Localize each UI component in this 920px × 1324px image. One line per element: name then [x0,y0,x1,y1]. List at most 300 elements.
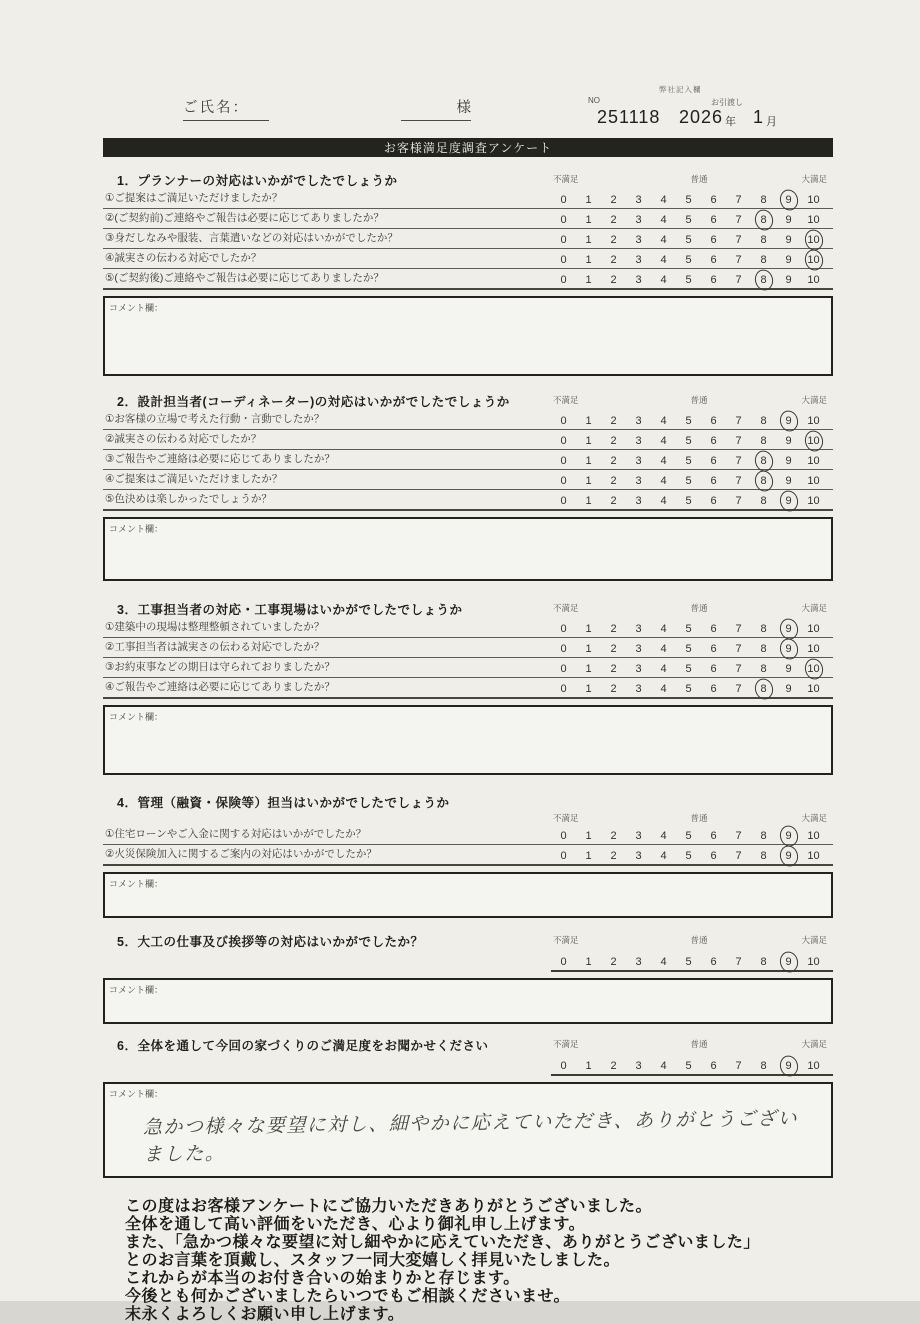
scale-value-5: 5 [685,415,692,427]
question-row [103,658,833,678]
scale-value-5: 5 [685,455,692,467]
thank-you-message [125,1198,833,1324]
handover-month-value: 1 [753,107,764,127]
scale-value-0: 0 [560,1060,567,1072]
scale-value-10-circled: 10 [801,435,826,449]
scale-high-label: 大満足 [801,935,827,945]
scale-high-label: 大満足 [801,813,827,823]
scale-value-1: 1 [585,415,592,427]
scale-value-5: 5 [685,956,692,968]
footer-line: この度はお客様アンケートにご協力いただきありがとうございました。 [125,1198,653,1215]
comment-box-section-2 [103,517,833,581]
scale-value-4: 4 [660,254,667,266]
scale-high-label: 大満足 [801,395,827,405]
rating-scale [551,643,833,657]
scale-value-3: 3 [635,850,642,862]
footer-line: これからが本当のお付き合いの始まりかと存じます。 [125,1270,520,1287]
scale-value-1: 1 [585,683,592,695]
comment-box-section-4 [103,872,833,918]
comment-box-label: コメント欄： [109,712,164,722]
handwritten-comment: 急かつ様々な要望に対し、細やかに応えていただき、ありがとうございました。 [142,1108,799,1166]
scale-value-7: 7 [735,214,742,226]
scale-value-7: 7 [735,495,742,507]
scale-value-9: 9 [785,234,792,246]
scale-value-2: 2 [610,830,617,842]
question-row [103,410,833,430]
section-4-title: 4．管理（融資・保険等）担当はいかがでしたでしょうか [117,796,450,810]
footer-line: とのお言葉を頂戴し、スタッフ一同大変嬉しく拝見いたしました。 [125,1252,621,1269]
scale-value-5: 5 [685,435,692,447]
scale-value-7: 7 [735,643,742,655]
scale-value-6: 6 [710,194,717,206]
scale-value-5: 5 [685,830,692,842]
scale-value-10-circled: 10 [801,663,826,677]
footer-line: 全体を通して高い評価をいただき、心より御礼申し上げます。 [125,1216,586,1233]
scale-value-6: 6 [710,435,717,447]
scale-value-1: 1 [585,455,592,467]
scale-value-8-circled: 8 [751,683,776,697]
scale-value-1: 1 [585,254,592,266]
scale-value-3: 3 [635,214,642,226]
scale-value-10: 10 [807,274,820,286]
scale-value-4: 4 [660,194,667,206]
scale-mid-label: 普通 [690,603,708,613]
section-3-title: 3．工事担当者の対応・工事現場はいかがでしたでしょうか [117,603,463,617]
scale-value-2: 2 [610,683,617,695]
question-label: ②(ご契約前)ご連絡やご報告は必要に応じてありましたか？ [105,212,384,224]
question-row [103,825,833,845]
scale-value-9-circled: 9 [776,830,801,844]
scale-value-1: 1 [585,850,592,862]
scale-value-9: 9 [785,435,792,447]
scale-value-2: 2 [610,274,617,286]
form-header [103,85,833,130]
scale-value-5: 5 [685,663,692,675]
question-label: ③ご報告やご連絡は必要に応じてありましたか？ [105,453,335,465]
rating-scale [551,1054,833,1076]
rating-scale [551,234,833,248]
handover-label: お引渡し [711,98,743,107]
scale-value-9-circled: 9 [776,194,801,208]
scale-value-8-circled: 8 [751,455,776,469]
question-label: ①お客様の立場で考えた行動・言動でしたか？ [105,413,325,425]
scale-value-2: 2 [610,850,617,862]
survey-content [103,85,833,1324]
scale-value-7: 7 [735,623,742,635]
scale-value-9-circled: 9 [776,850,801,864]
scale-value-10: 10 [807,194,820,206]
scale-value-2: 2 [610,623,617,635]
scale-low-label: 不満足 [553,603,579,613]
scale-value-1: 1 [585,214,592,226]
scale-value-0: 0 [560,274,567,286]
rating-scale [551,850,833,864]
scale-value-4: 4 [660,475,667,487]
section-1-header [103,166,833,189]
scale-value-4: 4 [660,234,667,246]
rating-scale [551,254,833,268]
scale-value-9: 9 [785,455,792,467]
scale-value-1: 1 [585,495,592,507]
survey-title-bar: お客様満足度調査アンケート [103,138,833,157]
scale-value-5: 5 [685,234,692,246]
scale-value-10: 10 [807,495,820,507]
scale-legend [551,934,833,946]
scale-value-8: 8 [760,830,767,842]
scale-value-1: 1 [585,643,592,655]
scale-value-8: 8 [760,254,767,266]
scale-value-3: 3 [635,435,642,447]
scale-value-9: 9 [785,214,792,226]
scale-value-0: 0 [560,435,567,447]
honorific-sama-label: 様 [401,96,471,121]
scale-value-8-circled: 8 [751,214,776,228]
scale-value-4: 4 [660,850,667,862]
scale-value-6: 6 [710,623,717,635]
scale-mid-label: 普通 [690,935,708,945]
scale-value-9: 9 [785,475,792,487]
scale-value-2: 2 [610,415,617,427]
scale-value-9: 9 [785,683,792,695]
scale-value-10: 10 [807,643,820,655]
comment-box-section-5 [103,978,833,1024]
scale-value-0: 0 [560,663,567,675]
scale-value-5: 5 [685,850,692,862]
scale-value-2: 2 [610,435,617,447]
scale-value-2: 2 [610,475,617,487]
scale-value-3: 3 [635,623,642,635]
scale-value-10: 10 [807,830,820,842]
scale-high-label: 大満足 [801,174,827,184]
scale-value-0: 0 [560,194,567,206]
section-5-title: 5．大工の仕事及び挨拶等の対応はいかがでしたか？ [117,935,424,949]
comment-box-label: コメント欄： [109,879,164,889]
comment-box-label: コメント欄： [109,524,164,534]
company-fill-in-note: 弊社記入欄 [659,85,702,94]
scale-value-7: 7 [735,234,742,246]
scale-legend [551,173,833,185]
year-suffix: 年 [725,116,736,128]
footer-line: 今後とも何かございましたらいつでもご相談くださいませ。 [125,1288,571,1305]
scale-value-7: 7 [735,194,742,206]
question-label: ④ご報告やご連絡は必要に応じてありましたか？ [105,681,335,693]
scale-value-0: 0 [560,214,567,226]
scale-value-6: 6 [710,495,717,507]
scale-value-7: 7 [735,956,742,968]
scale-value-8: 8 [760,663,767,675]
question-label: ②工事担当者は誠実さの伝わる対応でしたか？ [105,641,325,653]
scale-value-7: 7 [735,1060,742,1072]
question-label: ①ご提案はご満足いただけましたか？ [105,192,283,204]
scale-value-3: 3 [635,683,642,695]
scale-value-8: 8 [760,850,767,862]
scale-value-6: 6 [710,455,717,467]
scale-value-6: 6 [710,475,717,487]
question-row [103,638,833,658]
scale-value-10: 10 [807,415,820,427]
scale-value-9: 9 [785,254,792,266]
scale-value-10: 10 [807,1060,820,1072]
question-label: ①住宅ローンやご入金に関する対応はいかがでしたか？ [105,828,367,840]
question-label: ⑤(ご契約後)ご連絡やご報告は必要に応じてありましたか？ [105,272,384,284]
scale-value-10: 10 [807,683,820,695]
scale-value-3: 3 [635,194,642,206]
scale-value-8: 8 [760,435,767,447]
question-row [103,450,833,470]
scale-value-5: 5 [685,254,692,266]
section-4-scale-header-row [103,811,833,825]
scale-value-9: 9 [785,663,792,675]
scale-value-3: 3 [635,663,642,675]
comment-box-label: コメント欄： [109,303,164,313]
scale-legend [551,812,833,824]
scale-value-4: 4 [660,956,667,968]
scale-value-8: 8 [760,194,767,206]
scale-value-5: 5 [685,214,692,226]
scale-mid-label: 普通 [690,813,708,823]
scale-value-8: 8 [760,234,767,246]
scale-value-0: 0 [560,643,567,655]
scale-value-4: 4 [660,623,667,635]
scale-value-1: 1 [585,663,592,675]
scale-value-4: 4 [660,830,667,842]
scale-value-7: 7 [735,850,742,862]
scale-value-8: 8 [760,495,767,507]
scale-value-8-circled: 8 [751,475,776,489]
scale-value-4: 4 [660,455,667,467]
rating-scale [551,663,833,677]
scale-value-5: 5 [685,495,692,507]
month-suffix: 月 [766,116,777,128]
scale-value-4: 4 [660,683,667,695]
scale-value-6: 6 [710,415,717,427]
footer-line: 末永くよろしくお願い申し上げます。 [125,1306,405,1323]
scale-value-7: 7 [735,830,742,842]
question-label: ④ご提案はご満足いただけましたか？ [105,473,283,485]
scale-value-8: 8 [760,956,767,968]
scale-value-3: 3 [635,455,642,467]
scale-value-4: 4 [660,415,667,427]
question-row [103,470,833,490]
scale-value-7: 7 [735,415,742,427]
comment-box-section-3 [103,705,833,775]
scale-value-7: 7 [735,475,742,487]
scale-value-1: 1 [585,623,592,635]
scale-value-5: 5 [685,683,692,695]
scale-value-2: 2 [610,1060,617,1072]
scale-value-3: 3 [635,475,642,487]
rating-scale [551,435,833,449]
question-row [103,229,833,249]
section-5-overall-rating [103,950,833,972]
scale-value-3: 3 [635,234,642,246]
rating-scale [551,623,833,637]
scale-value-5: 5 [685,1060,692,1072]
comment-box-label: コメント欄： [109,1089,164,1099]
scale-value-2: 2 [610,495,617,507]
scale-value-3: 3 [635,254,642,266]
scale-value-0: 0 [560,830,567,842]
scale-value-8: 8 [760,623,767,635]
scale-value-2: 2 [610,455,617,467]
form-number-label: NO [588,96,600,105]
question-row [103,678,833,699]
scale-mid-label: 普通 [690,395,708,405]
scale-value-6: 6 [710,214,717,226]
question-row [103,249,833,269]
scale-value-4: 4 [660,214,667,226]
section-6-header [103,1032,833,1054]
scale-value-9-circled: 9 [776,415,801,429]
scale-value-3: 3 [635,274,642,286]
scale-value-1: 1 [585,234,592,246]
scale-value-0: 0 [560,683,567,695]
scale-value-6: 6 [710,234,717,246]
scale-value-2: 2 [610,234,617,246]
scale-value-4: 4 [660,274,667,286]
scale-mid-label: 普通 [690,174,708,184]
rating-scale [551,274,833,288]
scale-value-6: 6 [710,830,717,842]
question-label: ②火災保険加入に関するご案内の対応はいかがでしたか？ [105,848,377,860]
scale-value-5: 5 [685,194,692,206]
scale-value-2: 2 [610,194,617,206]
question-row [103,430,833,450]
scale-value-10: 10 [807,475,820,487]
scale-value-9-circled: 9 [776,623,801,637]
scale-value-3: 3 [635,415,642,427]
section-5-header [103,928,833,950]
question-label: ③お約束事などの期日は守られておりましたか？ [105,661,335,673]
rating-scale [551,495,833,509]
scale-value-2: 2 [610,956,617,968]
handover-year-value: 2026 [679,107,724,127]
scale-value-7: 7 [735,274,742,286]
section-4-header [103,789,833,811]
rating-scale [551,950,833,972]
scale-value-5: 5 [685,274,692,286]
scale-value-0: 0 [560,415,567,427]
scale-value-10: 10 [807,850,820,862]
customer-name-label: ご氏名： [183,96,269,121]
scale-value-1: 1 [585,956,592,968]
scale-value-9-circled: 9 [776,956,801,970]
scale-value-3: 3 [635,830,642,842]
scale-value-0: 0 [560,956,567,968]
question-row [103,209,833,229]
question-row [103,845,833,866]
rating-scale [551,415,833,429]
scale-value-6: 6 [710,683,717,695]
comment-box-section-6 [103,1082,833,1178]
scale-value-1: 1 [585,194,592,206]
scale-value-1: 1 [585,435,592,447]
section-2-title: 2．設計担当者(コーディネーター)の対応はいかがでしたでしょうか [117,395,510,409]
scale-value-5: 5 [685,643,692,655]
scale-legend [551,394,833,406]
scale-high-label: 大満足 [801,1039,827,1049]
scale-value-8: 8 [760,415,767,427]
scale-value-0: 0 [560,475,567,487]
scale-high-label: 大満足 [801,603,827,613]
rating-scale [551,830,833,844]
rating-scale [551,683,833,697]
scale-value-7: 7 [735,254,742,266]
scale-value-3: 3 [635,956,642,968]
scale-mid-label: 普通 [690,1039,708,1049]
rating-scale [551,475,833,489]
scale-value-0: 0 [560,850,567,862]
comment-box-label: コメント欄： [109,985,164,995]
scale-value-8: 8 [760,643,767,655]
scale-low-label: 不満足 [553,174,579,184]
scale-value-7: 7 [735,663,742,675]
scale-value-10-circled: 10 [801,234,826,248]
scale-value-0: 0 [560,234,567,246]
scale-value-10: 10 [807,956,820,968]
section-3-header [103,595,833,618]
scale-value-2: 2 [610,214,617,226]
question-label: ⑤色決めは楽しかったでしょうか？ [105,493,272,505]
form-number-value: 251118 [597,107,661,127]
scale-low-label: 不満足 [553,1039,579,1049]
scale-value-6: 6 [710,956,717,968]
section-6-title: 6．全体を通して今回の家づくりのご満足度をお聞かせください [117,1039,489,1053]
scale-value-9-circled: 9 [776,643,801,657]
question-row [103,189,833,209]
scale-value-2: 2 [610,663,617,675]
scale-value-6: 6 [710,254,717,266]
scale-value-2: 2 [610,643,617,655]
rating-scale [551,214,833,228]
scale-low-label: 不満足 [553,935,579,945]
scale-value-4: 4 [660,495,667,507]
scale-value-10: 10 [807,455,820,467]
scale-value-3: 3 [635,643,642,655]
scale-value-1: 1 [585,274,592,286]
section-6-overall-rating [103,1054,833,1076]
question-label: ④誠実さの伝わる対応でしたか？ [105,252,262,264]
scale-value-7: 7 [735,455,742,467]
scale-low-label: 不満足 [553,395,579,405]
scale-value-1: 1 [585,830,592,842]
scale-value-7: 7 [735,435,742,447]
scale-value-1: 1 [585,1060,592,1072]
section-2-header [103,387,833,410]
comment-box-section-1 [103,296,833,376]
scale-legend [551,1038,833,1050]
section-1-title: 1．プランナーの対応はいかがでしたでしょうか [117,174,398,188]
scale-value-4: 4 [660,1060,667,1072]
scale-value-3: 3 [635,1060,642,1072]
question-label: ③身だしなみや服装、言葉遣いなどの対応はいかがでしたか？ [105,232,398,244]
scale-value-10: 10 [807,623,820,635]
scale-value-8: 8 [760,1060,767,1072]
scale-value-7: 7 [735,683,742,695]
scale-value-0: 0 [560,455,567,467]
scale-value-6: 6 [710,663,717,675]
scale-value-3: 3 [635,495,642,507]
scale-value-6: 6 [710,643,717,655]
scale-value-5: 5 [685,475,692,487]
scale-value-1: 1 [585,475,592,487]
question-label: ①建築中の現場は整理整頓されていましたか？ [105,621,325,633]
question-label: ②誠実さの伝わる対応でしたか？ [105,433,262,445]
rating-scale [551,194,833,208]
scale-value-9: 9 [785,274,792,286]
question-row [103,269,833,290]
scale-value-10: 10 [807,214,820,226]
